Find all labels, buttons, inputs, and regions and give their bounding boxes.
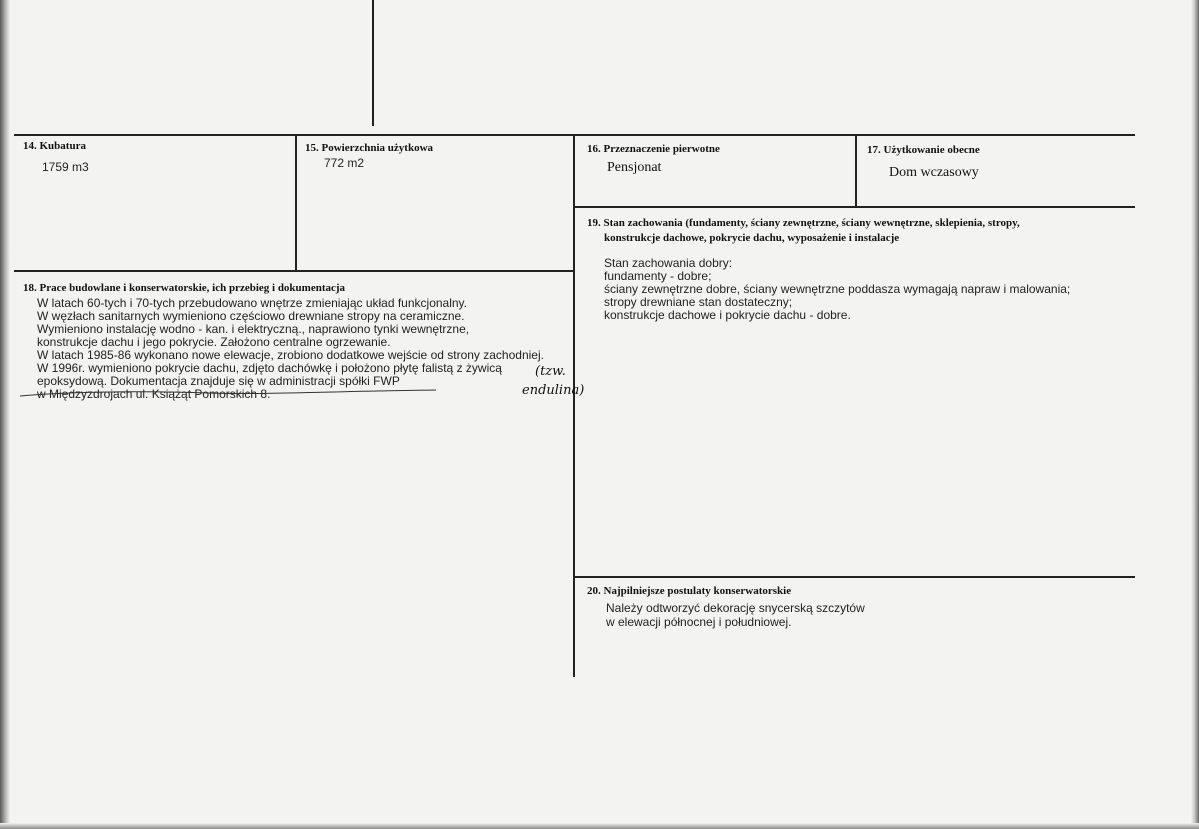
- handwritten-note-1: (tzw.: [535, 364, 566, 379]
- field-18-line: W 1996r. wymieniono pokrycie dachu, zdjęto dachówkę i położono płytę falistą z żywicą: [37, 361, 502, 375]
- divider-14-15: [295, 135, 297, 271]
- field-17-value: Dom wczasowy: [889, 165, 979, 180]
- field-20-line: Należy odtworzyć dekorację snycerską szczytów: [606, 601, 865, 615]
- field-18-line: W latach 1985-86 wykonano nowe elewacje, zrobiono dodatkowe wejście od strony zachodniej.: [37, 348, 544, 362]
- field-19-line: fundamenty - dobre;: [604, 269, 712, 283]
- field-18-line: W węzłach sanitarnych wymieniono częściowo drewniane stropy na ceramiczne.: [37, 309, 465, 323]
- field-19-line: konstrukcje dachowe i pokrycie dachu - dobre.: [604, 308, 851, 322]
- field-20-line: w elewacji północnej i południowej.: [606, 615, 792, 629]
- field-14-value: 1759 m3: [42, 160, 89, 174]
- field-19-line: Stan zachowania dobry:: [604, 256, 733, 270]
- divider-15-16: [573, 135, 575, 677]
- section18-top-border: [14, 270, 574, 272]
- field-19-content: [604, 257, 1070, 322]
- field-16-title: 16. Przeznaczenie pierwotne: [587, 143, 720, 155]
- scan-edge-right: [1191, 0, 1199, 829]
- field-18-line: w Międzyzdrojach ul. Książąt Pomorskich 8.: [37, 387, 271, 401]
- field-15-title: 15. Powierzchnia użytkowa: [305, 142, 434, 154]
- field-20-title: 20. Najpilniejsze postulaty konserwatorskie: [587, 585, 792, 597]
- top-vertical-divider: [372, 0, 374, 126]
- field-19-title-line1: 19. Stan zachowania (fundamenty, ściany zewnętrzne, ściany wewnętrzne, sklepienia, stropy,: [587, 217, 1020, 229]
- field-19-title-line2: konstrukcje dachowe, pokrycie dachu, wyposażenie i instalacje: [604, 232, 900, 244]
- field-19-line: stropy drewniane stan dostateczny;: [604, 295, 793, 309]
- field-18-line: epoksydową. Dokumentacja znajduje się w administracji spółki FWP: [37, 374, 400, 388]
- divider-16-17: [855, 135, 857, 207]
- handwritten-underline: [18, 387, 438, 399]
- field-18-content: [37, 297, 544, 401]
- row1-bottom-border-right: [574, 206, 1135, 208]
- scan-edge-bottom: [0, 823, 1199, 829]
- section20-top-border: [574, 576, 1135, 578]
- field-16-value: Pensjonat: [607, 160, 662, 175]
- field-18-line: Wymieniono instalację wodno - kan. i elektryczną., naprawiono tynki wewnętrzne,: [37, 322, 470, 336]
- field-20-content: [606, 601, 865, 629]
- field-15-value: 772 m2: [324, 156, 365, 170]
- field-18-line: konstrukcje dachu i jego pokrycie. Założono centralne ogrzewanie.: [37, 335, 391, 349]
- scan-edge-left: [0, 0, 10, 829]
- field-14-title: 14. Kubatura: [23, 140, 86, 152]
- handwritten-note-2: endulina): [522, 383, 585, 398]
- field-17-title: 17. Użytkowanie obecne: [867, 144, 980, 156]
- field-19-line: ściany zewnętrzne dobre, ściany wewnętrzne poddasza wymagają napraw i malowania;: [604, 282, 1071, 296]
- field-18-line: W latach 60-tych i 70-tych przebudowano wnętrze zmieniając układ funkcjonalny.: [37, 296, 467, 310]
- field-18-title: 18. Prace budowlane i konserwatorskie, ich przebieg i dokumentacja: [23, 282, 346, 294]
